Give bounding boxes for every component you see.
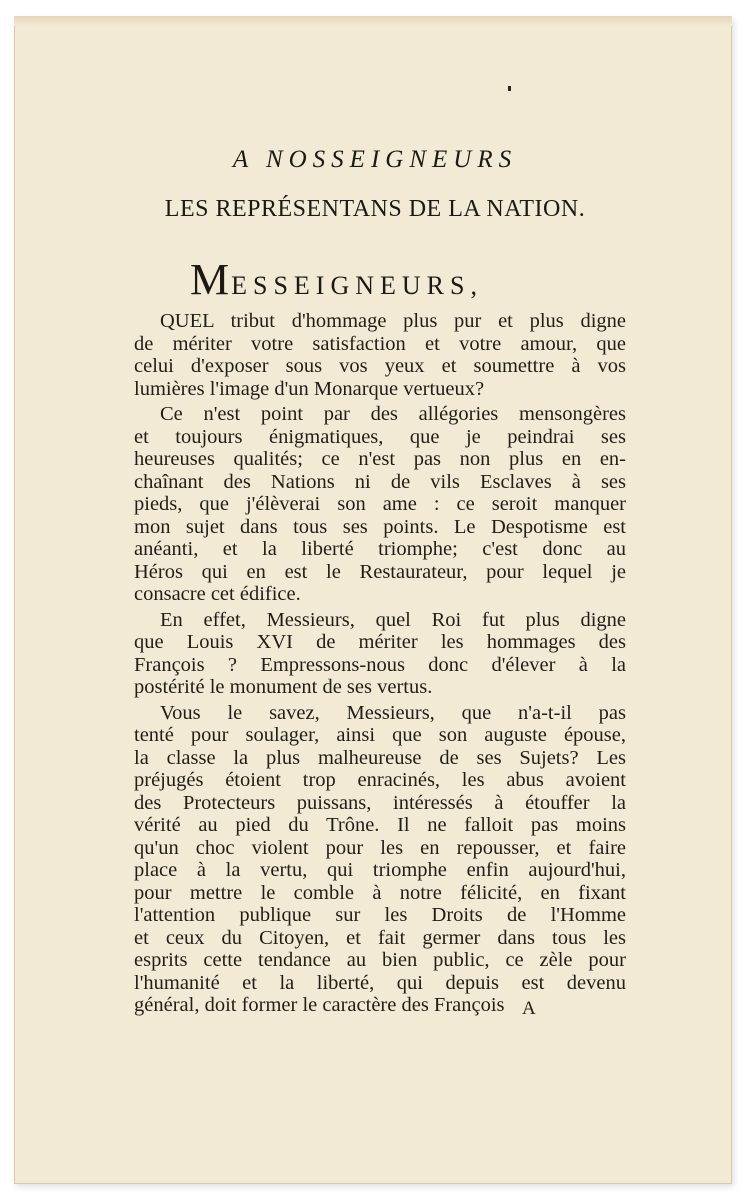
paragraph-2-line: anéanti, et la liberté triomphe; c'est donc au (134, 538, 626, 560)
heading-line-2: LES REPRÉSENTANS DE LA NATION. (164, 196, 586, 222)
paragraph-4-line: des Protecteurs puissans, intéressés à étouffer la (134, 791, 626, 814)
paragraph-4-line: pour mettre le comble à notre félicité, en fixant (134, 881, 626, 904)
paragraph-2-line: Ce n'est point par des allégories mensongères (160, 403, 626, 425)
paragraph-3-line: que Louis XVI de mériter les hommages des (134, 631, 626, 653)
salutation-initial: M (190, 255, 232, 304)
paragraph-4-line: et ceux du Citoyen, et fait germer dans tous les (134, 926, 626, 949)
paragraph-4-line: général, doit former le caractère des François (134, 994, 505, 1016)
paragraph-4-line: l'humanité et la liberté, qui depuis est devenu (134, 971, 626, 994)
paragraph-3-line: En effet, Messieurs, quel Roi fut plus digne (160, 608, 626, 631)
paragraph-4-line: Vous le savez, Messieurs, que n'a-t-il pas (160, 701, 626, 724)
paragraph-3-line: postérité le monument de ses vertus. (134, 676, 433, 698)
paragraph-4-line: qu'un choc violent pour les en repousser, et faire (134, 836, 626, 859)
paragraph-2-line: heureuses qualités; ce n'est pas non plus en en- (134, 448, 626, 470)
paragraph-1-line: lumières l'image d'un Monarque vertueux? (134, 377, 485, 400)
paragraph-4-line: préjugés étoient trop enracinés, les abus avoient (134, 769, 626, 791)
paragraph-1-line: de mériter votre satisfaction et votre amour, que (134, 332, 626, 355)
paragraph-2-line: mon sujet dans tous ses points. Le Despotisme est (134, 515, 626, 538)
paragraph-4-line: vérité au pied du Trône. Il ne falloit pas moins (134, 814, 626, 836)
signature-mark: A (522, 998, 536, 1019)
paragraph-2-line: chaînant des Nations ni de vils Esclaves à ses (134, 470, 626, 493)
paragraph-3-line: François ? Empressons-nous donc d'élever à la (134, 653, 626, 676)
salutation-rest: ESSEIGNEURS, (231, 271, 483, 300)
paragraph-1-line: QUEL tribut d'hommage plus pur et plus digne (160, 310, 626, 332)
paragraph-1-line: celui d'exposer sous vos yeux et soumettre à vos (134, 355, 626, 377)
paragraph-4-line: place à la vertu, qui triomphe enfin aujourd'hui, (134, 859, 626, 881)
ink-speck (508, 86, 511, 91)
paragraph-2-line: Héros qui en est le Restaurateur, pour lequel je (134, 560, 626, 583)
paragraph-2-line: et toujours énigmatiques, que je peindrai ses (134, 425, 626, 448)
salutation (190, 254, 483, 305)
paragraph-2-line: consacre cet édifice. (134, 583, 301, 605)
paragraph-4-line: l'attention publique sur les Droits de l'Homme (134, 904, 626, 926)
paragraph-2-line: pieds, que j'élèverai son ame : ce seroit manquer (134, 493, 626, 515)
paragraph-4-line: esprits cette tendance au bien public, ce zèle pour (134, 949, 626, 971)
heading-line-1: A NOSSEIGNEURS (232, 146, 518, 173)
paragraph-4-line: tenté pour soulager, ainsi que son auguste épouse, (134, 724, 626, 746)
paragraph-4-line: la classe la plus malheureuse de ses Sujets? Les (134, 746, 626, 769)
